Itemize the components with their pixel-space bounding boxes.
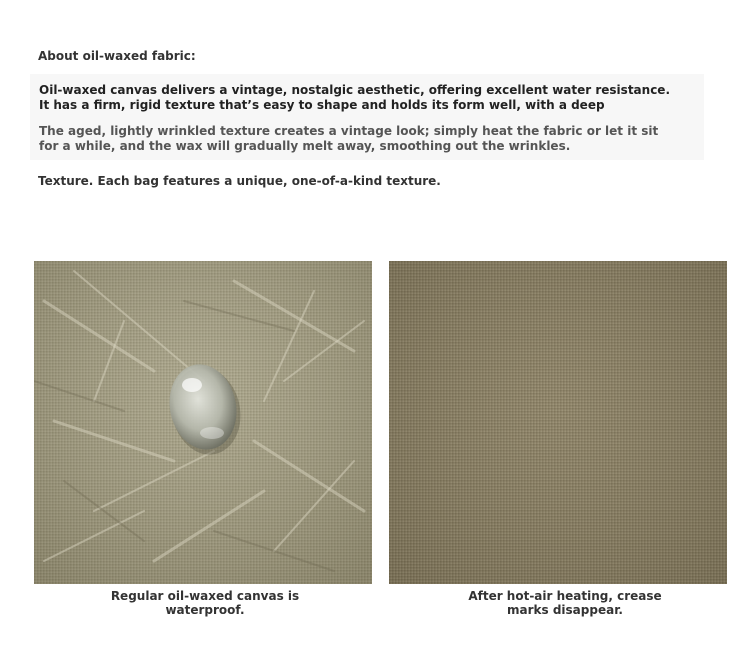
left-image-caption: Regular oil-waxed canvas is waterproof. xyxy=(110,589,300,617)
description-paragraph-2: The aged, lightly wrinkled texture creates a vintage look; simply heat the fabric or let it sit for a while, and the wax will gradually melt away, smoothing out the wrinkles. xyxy=(39,124,659,153)
right-image-caption: After hot-air heating, crease marks disappear. xyxy=(468,589,662,617)
waterproof-canvas-image xyxy=(34,261,372,584)
section-heading: About oil-waxed fabric: xyxy=(38,49,196,63)
description-paragraph-1: Oil-waxed canvas delivers a vintage, nostalgic aesthetic, offering excellent water resistance. It has a firm, rigid texture that’s easy to shape and holds its form well, with a deep xyxy=(39,83,671,112)
texture-note: Texture. Each bag features a unique, one-of-a-kind texture. xyxy=(38,174,441,188)
smoothed-canvas-image xyxy=(389,261,727,584)
